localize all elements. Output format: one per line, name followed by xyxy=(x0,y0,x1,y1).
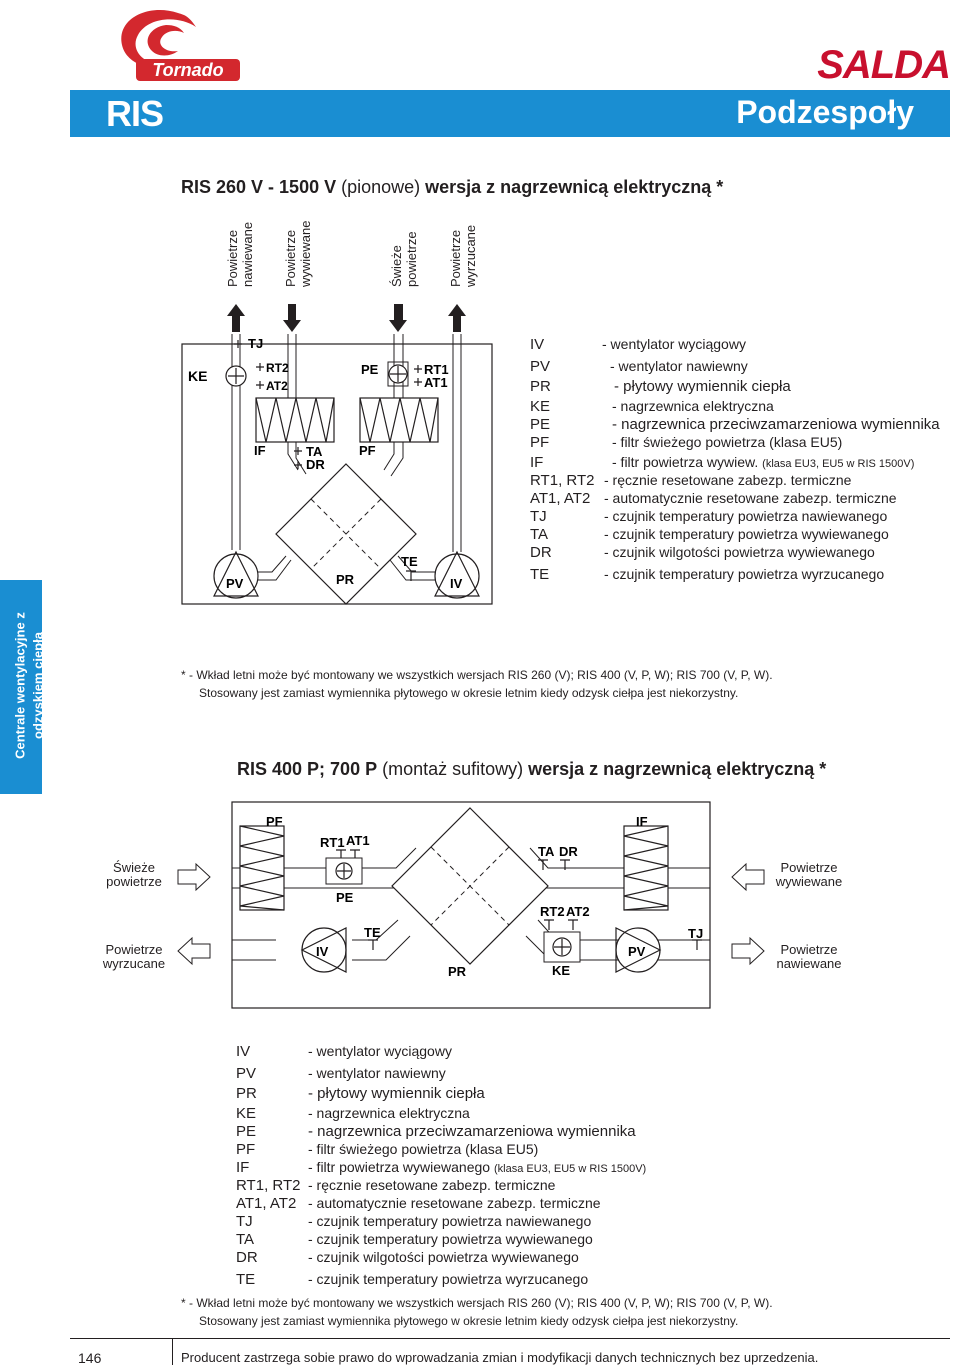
s2-label-rt2: RT2 xyxy=(540,904,565,919)
legend-desc: - ręcznie resetowane zabezp. termiczne xyxy=(308,1177,556,1193)
s2-side-right-bottom-l2: nawiewane xyxy=(776,956,842,971)
legend-desc: - wentylator nawiewny xyxy=(610,358,748,374)
legend-code: PF xyxy=(530,434,550,451)
section2-title-bold1: RIS 400 P; 700 P xyxy=(237,759,378,779)
s2-label-pr: PR xyxy=(448,964,467,979)
side-tab-line2: odzyskiem ciepła xyxy=(30,632,46,739)
tornado-logo xyxy=(108,5,248,83)
rt1-at1-sensor-icon xyxy=(414,365,422,386)
air-label-1-l1: Powietrze xyxy=(225,229,240,287)
legend-code: PV xyxy=(530,358,551,375)
legend-code: TA xyxy=(530,526,549,543)
air-label-4-l1: Powietrze xyxy=(448,229,463,287)
legend-desc: - czujnik temperatury powietrza wyrzucanego xyxy=(604,566,885,582)
section2-note-line1: * - Wkład letni może być montowany we wszystkich wersjach RIS 260 (V); RIS 400 (V, P, W); RIS 700 (V, P, W). xyxy=(181,1296,773,1310)
legend-desc-main: - filtr powietrza wywiewanego xyxy=(308,1159,491,1175)
s2-side-left-top-l1: Świeże xyxy=(113,860,155,875)
s2-side-left-bottom-l2: wyrzucane xyxy=(102,956,166,971)
legend-desc: - płytowy wymiennik ciepła xyxy=(614,378,791,395)
s2-label-if: IF xyxy=(636,814,648,829)
legend-code: PE xyxy=(236,1123,257,1140)
s2-side-right-bottom-l1: Powietrze xyxy=(780,942,838,957)
section1-title-bold2: wersja z nagrzewnicą elektryczną * xyxy=(425,177,724,197)
s2-side-left-bottom-l1: Powietrze xyxy=(105,942,163,957)
legend-code: RT1, RT2 xyxy=(530,472,595,489)
legend-code: KE xyxy=(236,1105,257,1122)
air-label-2-l1: Powietrze xyxy=(283,229,298,287)
legend-code: TE xyxy=(236,1271,256,1288)
legend-desc: - czujnik wilgotości powietrza wywiewanego xyxy=(308,1249,579,1265)
legend-desc: - nagrzewnica przeciwzamarzeniowa wymiennika xyxy=(308,1123,636,1140)
legend-code: PE xyxy=(530,416,551,433)
legend-code: AT1, AT2 xyxy=(236,1195,297,1212)
s2-side-left-bottom xyxy=(96,943,172,971)
s1-label-at2: AT2 xyxy=(266,379,288,393)
arrow-up-4 xyxy=(448,304,466,332)
air-label-1-l2: nawiewane xyxy=(240,221,255,287)
legend-desc: - automatycznie resetowane zabezp. termiczne xyxy=(604,490,897,506)
s2-rt2-at2-sensor-icon xyxy=(544,920,578,930)
legend-code: IF xyxy=(236,1159,250,1176)
air-label-2-l2: wywiewane xyxy=(298,220,313,287)
s2-label-at2: AT2 xyxy=(566,904,590,919)
section2-title xyxy=(237,759,826,780)
s1-label-at1: AT1 xyxy=(424,375,448,390)
s2-label-pf: PF xyxy=(266,814,283,829)
s2-label-at1: AT1 xyxy=(346,833,370,848)
legend-desc: - nagrzewnica elektryczna xyxy=(308,1105,470,1121)
legend-desc xyxy=(612,454,914,470)
s2-label-rt1: RT1 xyxy=(320,835,345,850)
footer-separator xyxy=(172,1339,173,1365)
s1-label-tj: TJ xyxy=(248,336,264,351)
s2-side-right-top-l2: wywiewane xyxy=(775,874,843,889)
s2-label-tj: TJ xyxy=(688,926,704,941)
footer-text: Producent zastrzega sobie prawo do wprowadzania zmian i modyfikacji danych technicznych bez uprzedzenia. xyxy=(181,1350,819,1365)
arrow-down-2 xyxy=(283,304,301,332)
legend-desc-small: (klasa EU3, EU5 w RIS 1500V) xyxy=(493,1163,647,1175)
legend-code: PR xyxy=(530,378,551,395)
legend-code: PV xyxy=(236,1065,257,1082)
legend-desc: - wentylator nawiewny xyxy=(308,1065,446,1081)
section2-title-normal: (montaż sufitowy) xyxy=(377,759,529,779)
s1-label-if: IF xyxy=(254,443,266,458)
legend-code: TA xyxy=(236,1231,255,1248)
salda-logo xyxy=(817,40,952,87)
legend-desc: - nagrzewnica przeciwzamarzeniowa wymiennika xyxy=(612,416,940,433)
s1-label-pr: PR xyxy=(336,572,355,587)
side-tab-line1: Centrale wentylacyjne z xyxy=(12,612,28,759)
s2-label-ke: KE xyxy=(552,963,571,978)
rt2-at2-sensor-icon xyxy=(256,363,264,389)
s1-label-rt2: RT2 xyxy=(266,361,289,375)
s2-side-left-top xyxy=(96,861,172,889)
air-label-3-l2: powietrze xyxy=(404,231,419,287)
section2-title-bold2: wersja z nagrzewnicą elektryczną * xyxy=(528,759,827,779)
legend-code: IV xyxy=(530,336,545,353)
salda-logo-text: SALDA xyxy=(817,43,950,87)
legend-desc: - płytowy wymiennik ciepła xyxy=(308,1085,485,1102)
legend-desc: - czujnik temperatury powietrza nawiewanego xyxy=(604,508,888,524)
legend-desc: - automatycznie resetowane zabezp. termiczne xyxy=(308,1195,601,1211)
legend-desc: - czujnik temperatury powietrza wywiewanego xyxy=(604,526,889,542)
s1-label-pv: PV xyxy=(226,576,244,591)
legend-code: DR xyxy=(236,1249,258,1266)
arrow-down-3 xyxy=(389,304,407,332)
legend-desc: - ręcznie resetowane zabezp. termiczne xyxy=(604,472,852,488)
legend-desc: - filtr świeżego powietrza (klasa EU5) xyxy=(308,1141,539,1157)
s2-side-right-top-l1: Powietrze xyxy=(780,860,838,875)
s2-label-dr: DR xyxy=(559,844,578,859)
s1-label-ta: TA xyxy=(306,444,323,459)
legend-code: IV xyxy=(236,1043,251,1060)
air-label-3-l1: Świeże xyxy=(389,245,404,287)
section1-arrows xyxy=(227,304,466,332)
legend-desc: - czujnik wilgotości powietrza wywiewanego xyxy=(604,544,875,560)
legend-desc: - wentylator wyciągowy xyxy=(602,336,746,352)
legend-code: DR xyxy=(530,544,552,561)
legend-desc: - wentylator wyciągowy xyxy=(308,1043,452,1059)
section1-title xyxy=(181,177,723,198)
section1-note-line2: Stosowany jest zamiast wymiennika płytowego w okresie letnim kiedy odzysk ciełpa jest niekorzystny. xyxy=(199,686,739,700)
s1-label-dr: DR xyxy=(306,457,325,472)
legend-code: TE xyxy=(530,566,550,583)
s1-label-ke: KE xyxy=(188,368,208,384)
legend-code: PF xyxy=(236,1141,256,1158)
legend-desc-small: (klasa EU3, EU5 w RIS 1500V) xyxy=(762,458,915,470)
s2-label-pe: PE xyxy=(336,890,354,905)
s1-label-pf: PF xyxy=(359,443,376,458)
s2-label-te: TE xyxy=(364,925,381,940)
section1-title-normal: (pionowe) xyxy=(336,177,426,197)
s2-label-iv: IV xyxy=(316,944,329,959)
air-label-4-l2: wyrzucane xyxy=(463,224,478,287)
header-left-title: RIS xyxy=(106,93,164,134)
legend-code: IF xyxy=(530,454,544,471)
s1-label-pe: PE xyxy=(361,362,379,377)
s2-side-right-top xyxy=(766,861,852,889)
side-tab xyxy=(0,580,46,794)
page-number: 146 xyxy=(78,1350,102,1366)
legend-desc: - czujnik temperatury powietrza wywiewanego xyxy=(308,1231,593,1247)
s2-te-sensor-icon xyxy=(368,940,378,950)
s2-label-pv: PV xyxy=(628,944,646,959)
section1-note-line1: * - Wkład letni może być montowany we wszystkich wersjach RIS 260 (V); RIS 400 (V, P, W); RIS 700 (V, P, W). xyxy=(181,668,773,682)
s2-side-right-bottom xyxy=(766,943,852,971)
section2-legend xyxy=(236,1043,756,1293)
s1-label-te: TE xyxy=(401,554,418,569)
section1-legend xyxy=(530,336,960,586)
legend-desc: - nagrzewnica elektryczna xyxy=(612,398,774,414)
footer-rule xyxy=(70,1338,950,1339)
legend-code: TJ xyxy=(236,1213,253,1230)
s2-label-ta: TA xyxy=(538,844,555,859)
section1-title-bold1: RIS 260 V - 1500 V xyxy=(181,177,337,197)
s1-label-iv: IV xyxy=(450,576,463,591)
s2-tj-sensor-icon xyxy=(692,940,702,950)
header-right-title: Podzespoły xyxy=(736,94,914,130)
legend-code: AT1, AT2 xyxy=(530,490,591,507)
legend-desc: - czujnik temperatury powietrza nawiewanego xyxy=(308,1213,592,1229)
section1-air-labels xyxy=(210,205,490,295)
legend-desc xyxy=(308,1159,646,1175)
legend-desc: - czujnik temperatury powietrza wyrzucanego xyxy=(308,1271,589,1287)
tornado-logo-text: Tornado xyxy=(152,60,224,80)
legend-desc-main: - filtr powietrza wywiew. xyxy=(612,454,759,470)
s2-side-left-top-l2: powietrze xyxy=(106,874,162,889)
legend-code: TJ xyxy=(530,508,547,525)
legend-code: RT1, RT2 xyxy=(236,1177,301,1194)
legend-code: KE xyxy=(530,398,551,415)
legend-desc: - filtr świeżego powietrza (klasa EU5) xyxy=(612,434,843,450)
tj-sensor-icon xyxy=(234,340,242,348)
section2-note-line2: Stosowany jest zamiast wymiennika płytowego w okresie letnim kiedy odzysk ciełpa jest niekorzystny. xyxy=(199,1314,739,1328)
section2-diagram xyxy=(176,796,766,1016)
s1-label-rt1: RT1 xyxy=(424,362,449,377)
section1-diagram xyxy=(176,298,506,648)
legend-code: PR xyxy=(236,1085,257,1102)
arrow-up-1 xyxy=(227,304,245,332)
